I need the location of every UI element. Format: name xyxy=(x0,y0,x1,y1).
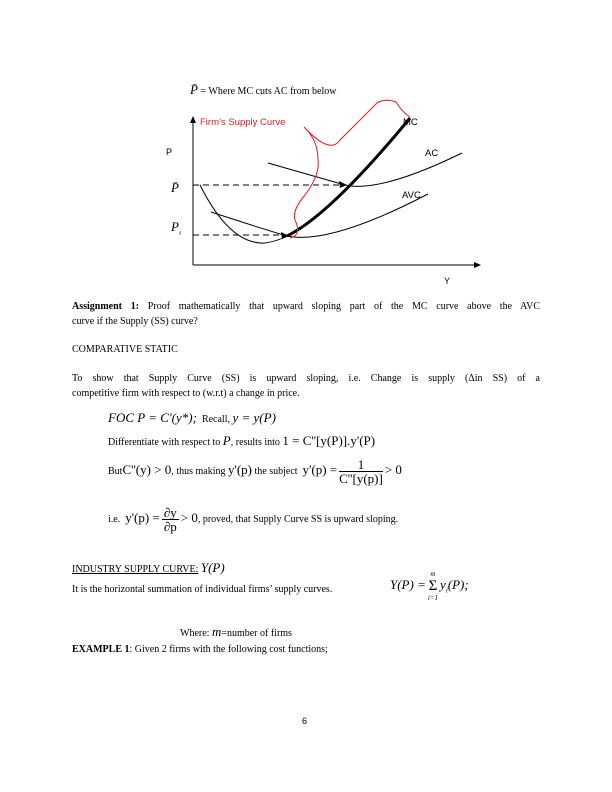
but-ex: y'(p) xyxy=(227,461,252,477)
industry-equation xyxy=(390,569,469,603)
ac-arrow xyxy=(339,181,347,188)
ie-gt: > 0 xyxy=(180,509,198,525)
assignment-label: Assignment 1: xyxy=(72,301,140,312)
where-text: Where: xyxy=(180,628,210,639)
page-number: 6 xyxy=(302,716,308,726)
ie-num: ∂y xyxy=(163,505,177,520)
mc-label: MC xyxy=(403,117,418,128)
avc-label: AVC xyxy=(402,190,421,201)
industry-text: It is the horizontal summation of individual firms’ supply curves. xyxy=(72,584,333,595)
where-text2: =number of firms xyxy=(221,628,292,639)
section-heading: COMPARATIVE STATIC xyxy=(72,344,178,355)
diff-var: P xyxy=(222,433,231,448)
but-lhs: y'(p) = xyxy=(302,461,338,477)
recall-text: Recall, xyxy=(201,414,230,425)
eq-sub: i xyxy=(445,586,448,595)
ps-text: P xyxy=(171,219,179,234)
ie-lhs: y'(p) = xyxy=(125,509,160,525)
ie-text2: , proved, that Supply Curve SS is upward sloping. xyxy=(197,513,399,525)
but-den: C''[y(p)] xyxy=(339,471,383,486)
y-axis-arrow xyxy=(474,262,481,268)
intro-line1: To show that Supply Curve (SS) is upward sloping, i.e. Change is supply (Δin SS) of a xyxy=(72,373,540,384)
intro-line2: competitive firm with respect to (w.r.t) a change in price. xyxy=(72,388,300,399)
eq-lhs: Y(P) = xyxy=(390,576,426,592)
differentiate-line xyxy=(108,433,375,449)
eq-rhs: y xyxy=(440,576,446,592)
but-text: But xyxy=(108,465,123,477)
but-num: 1 xyxy=(339,458,383,472)
industry-heading-math: Y(P) xyxy=(200,560,225,575)
pbar-symbol: P̄ xyxy=(190,82,198,97)
but-text3: the subject xyxy=(254,465,298,477)
supply-diagram xyxy=(0,0,612,300)
p-axis-arrow xyxy=(190,116,196,123)
but-line xyxy=(108,458,402,485)
but-text2: , thus making xyxy=(171,465,226,477)
caption-text: = Where MC cuts AC from below xyxy=(200,86,337,97)
foc-line xyxy=(108,410,276,426)
ie-den: ∂p xyxy=(163,519,177,534)
sum-symbol: Σ xyxy=(428,578,438,594)
foc-eq: FOC P = C'(y*); xyxy=(108,410,197,425)
mc-supply-curve xyxy=(287,118,410,236)
sum-top: m xyxy=(430,570,436,578)
but-cond: C''(y) > 0 xyxy=(122,461,172,477)
ie-line xyxy=(108,506,398,533)
industry-heading xyxy=(72,560,225,576)
recall-eq: y = y(P) xyxy=(232,410,276,425)
diff-eq: 1 = C''[y(P)].y'(P) xyxy=(282,433,376,448)
example-line xyxy=(72,644,328,655)
industry-heading-text: INDUSTRY SUPPLY CURVE: xyxy=(72,564,199,575)
sum-bottom: i=1 xyxy=(427,594,439,602)
where-var: m xyxy=(211,624,222,639)
assignment-text: Proof mathematically that upward sloping part of the MC curve above the AVC xyxy=(147,301,540,312)
example-label: EXAMPLE 1 xyxy=(72,644,130,655)
assignment-line1 xyxy=(72,301,540,312)
assignment-line2: curve if the Supply (SS) curve? xyxy=(72,316,198,327)
eq-tail: (P); xyxy=(447,576,469,592)
ie-text: i.e. xyxy=(108,513,121,525)
ie-fraction xyxy=(162,506,179,533)
example-text: : Given 2 firms with the following cost functions; xyxy=(129,644,328,655)
but-gt: > 0 xyxy=(384,461,402,477)
diff-text2: , results into xyxy=(230,437,280,448)
but-fraction xyxy=(339,458,383,485)
mc-lower-curve xyxy=(200,185,287,243)
supply-brace xyxy=(290,100,410,238)
where-line xyxy=(180,624,292,640)
pbar-label: P̄ xyxy=(171,180,179,195)
p-axis-label: P xyxy=(166,147,173,157)
ps-label xyxy=(171,219,181,237)
y-axis-label: Y xyxy=(444,276,451,286)
supply-curve-label: Firm’s Supply Curve xyxy=(200,117,286,128)
diff-text: Differentiate with respect to xyxy=(108,437,221,448)
ps-sub: s xyxy=(178,230,182,237)
ac-label: AC xyxy=(425,148,439,159)
